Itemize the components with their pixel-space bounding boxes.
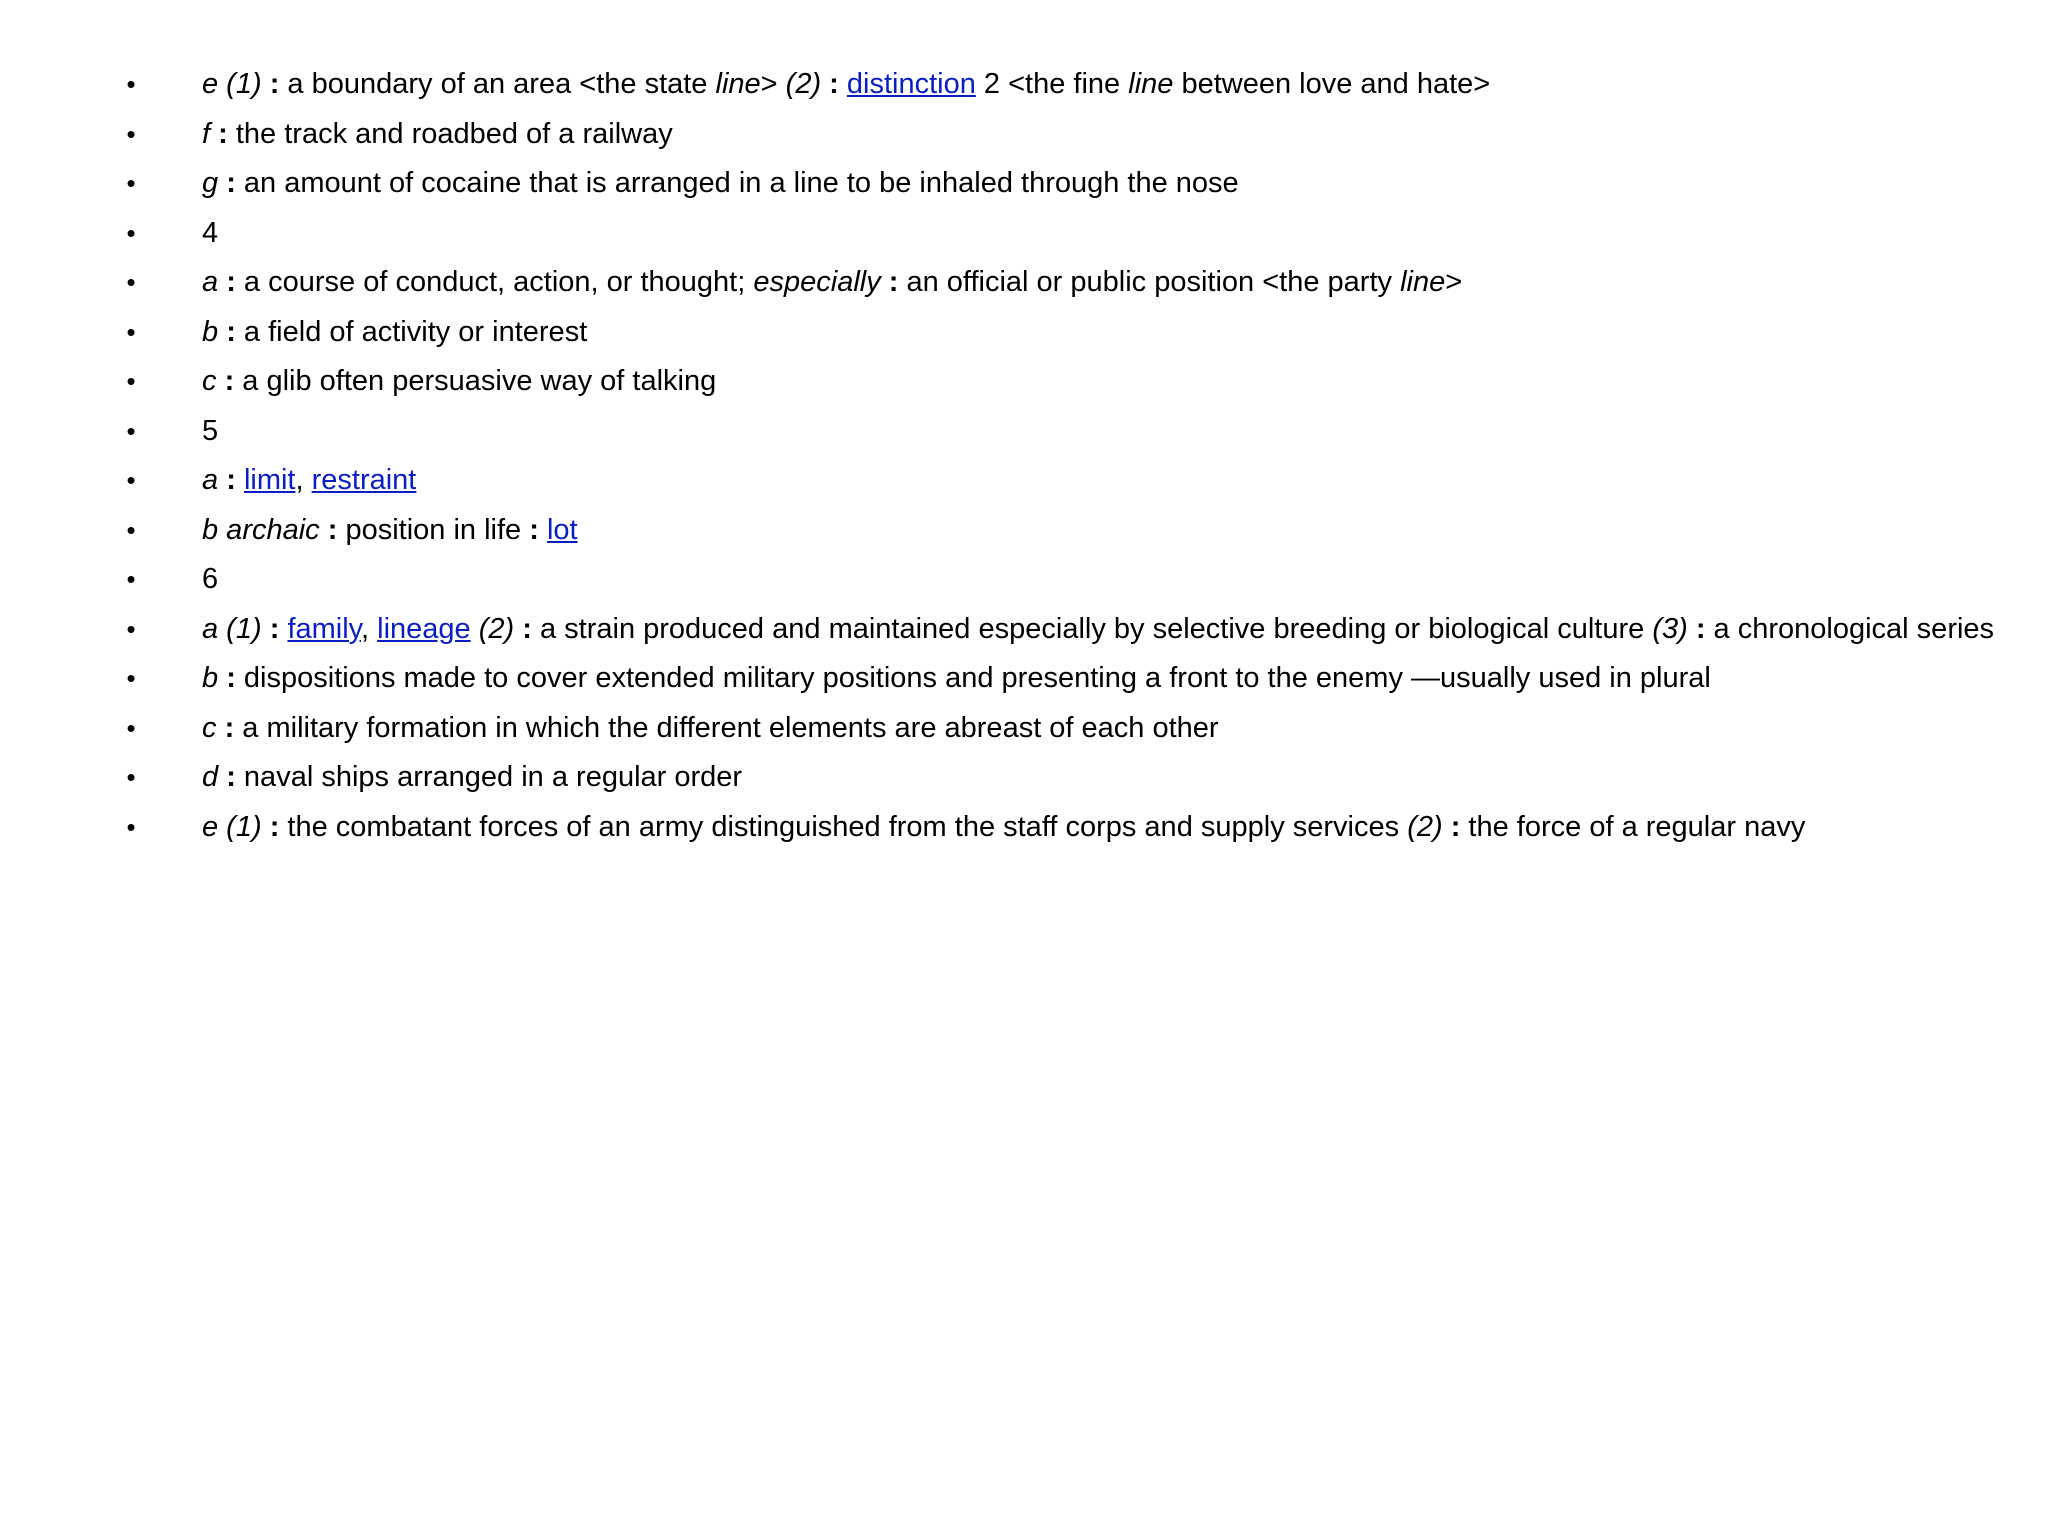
definition-text <box>202 167 1239 199</box>
sense-label: (2) <box>1407 810 1443 843</box>
bullet-icon: • <box>126 564 136 594</box>
definition-colon: : <box>226 662 236 694</box>
sense-label: d <box>202 761 219 793</box>
definition-item <box>0 360 2010 402</box>
definition-colon: : <box>327 513 338 546</box>
definition-colon: : <box>888 266 899 298</box>
definition-colon: : <box>218 117 228 150</box>
definition-fragment: a course of conduct, action, or thought; <box>235 266 754 298</box>
definition-colon: : <box>226 761 236 793</box>
sense-label: a (1) <box>202 612 262 645</box>
definition-item <box>0 756 2010 798</box>
definition-fragment <box>236 464 244 496</box>
definition-item <box>0 509 2010 551</box>
definition-list <box>0 63 2010 855</box>
sense-label: (3) <box>1652 612 1688 645</box>
definition-fragment: naval ships arranged in a regular order <box>235 761 743 793</box>
definition-text <box>202 118 673 150</box>
definition-colon: : <box>1450 810 1461 843</box>
definition-fragment <box>1443 811 1451 843</box>
definition-item <box>0 63 2010 105</box>
definition-fragment: the combatant forces of an army distinguished from the staff corps and supply services <box>279 810 1408 843</box>
definition-text <box>202 613 1994 645</box>
definition-item <box>0 410 2010 452</box>
definition-fragment <box>218 266 226 298</box>
definition-text <box>202 365 716 397</box>
definition-fragment: 5 <box>202 414 219 447</box>
definition-colon: : <box>269 810 280 843</box>
definition-text <box>202 316 587 348</box>
definition-fragment <box>217 712 225 744</box>
definition-item <box>0 608 2010 650</box>
definition-fragment: the force of a regular navy <box>1460 810 1806 843</box>
definition-fragment: a strain produced and maintained especially by selective breeding or biological culture <box>531 612 1653 645</box>
definition-fragment <box>218 662 226 694</box>
bullet-icon: • <box>126 217 136 248</box>
bullet-icon: • <box>126 316 136 347</box>
definition-fragment <box>539 514 547 546</box>
definition-fragment <box>471 613 479 645</box>
bullet-icon: • <box>126 663 136 693</box>
definition-fragment: position in life <box>337 513 530 546</box>
sense-label: f <box>202 117 211 150</box>
definition-fragment <box>262 613 270 645</box>
definition-colon: : <box>829 68 839 100</box>
definition-fragment <box>210 118 218 150</box>
definition-text <box>202 712 1219 744</box>
definition-item <box>0 558 2010 600</box>
sense-label: a <box>202 266 219 298</box>
definition-text <box>202 514 578 546</box>
definition-fragment <box>821 68 829 100</box>
cross-reference-link[interactable]: limit <box>243 464 296 496</box>
bullet-icon: • <box>126 613 136 644</box>
sense-label: a <box>202 464 219 496</box>
definition-item <box>0 459 2010 501</box>
bullet-icon: • <box>126 465 136 495</box>
definition-fragment: a glib often persuasive way of talking <box>234 365 717 397</box>
bullet-icon: • <box>126 811 136 842</box>
definition-item <box>0 113 2010 155</box>
definition-fragment: 6 <box>202 563 219 595</box>
definition-colon: : <box>269 68 280 100</box>
definition-text <box>202 761 742 793</box>
definition-fragment <box>1688 613 1696 645</box>
bullet-icon: • <box>126 514 136 545</box>
definition-colon: : <box>1695 612 1706 645</box>
definition-colon: : <box>529 513 539 546</box>
bullet-icon: • <box>126 712 136 743</box>
definition-fragment: dispositions made to cover extended military positions and presenting a front to the enemy —usually used in plural <box>235 662 1711 694</box>
definition-fragment <box>839 68 847 100</box>
sense-label: line <box>1400 266 1446 298</box>
definition-fragment: an amount of cocaine that is arranged in a line to be inhaled through the nose <box>235 167 1239 199</box>
definition-item <box>0 707 2010 749</box>
bullet-icon: • <box>126 415 136 446</box>
definition-text <box>202 415 218 447</box>
definition-fragment: , <box>295 464 312 496</box>
definition-fragment: a chronological series <box>1705 612 1995 645</box>
bullet-icon: • <box>126 366 136 396</box>
bullet-icon: • <box>126 69 136 99</box>
definition-colon: : <box>224 711 235 744</box>
definition-fragment: the track and roadbed of a railway <box>227 117 673 150</box>
definition-fragment: an official or public position <the party <box>898 266 1401 298</box>
definition-colon: : <box>269 612 280 645</box>
definition-fragment <box>262 811 270 843</box>
definition-fragment: a boundary of an area <the state <box>279 68 716 100</box>
sense-label: e (1) <box>202 68 262 100</box>
cross-reference-link[interactable]: distinction <box>846 68 976 100</box>
definition-fragment <box>320 514 328 546</box>
definition-fragment: , <box>361 612 378 645</box>
definition-fragment <box>262 68 270 100</box>
sense-label: line <box>1128 68 1174 100</box>
definition-colon: : <box>226 315 236 348</box>
definition-fragment: 2 <the fine <box>975 68 1129 100</box>
definition-fragment: a military formation in which the different elements are abreast of each other <box>234 711 1219 744</box>
sense-label: b archaic <box>202 513 320 546</box>
bullet-icon: • <box>126 267 136 297</box>
definition-item <box>0 212 2010 254</box>
definition-item <box>0 806 2010 848</box>
definition-colon: : <box>226 266 236 298</box>
definition-fragment: > <box>760 68 786 100</box>
sense-label: (2) <box>785 68 822 100</box>
definition-text <box>202 217 218 249</box>
definition-fragment <box>218 316 226 348</box>
definition-colon: : <box>226 464 236 496</box>
definition-fragment <box>881 266 889 298</box>
definition-text <box>202 464 416 496</box>
definition-fragment: 4 <box>202 216 219 249</box>
definition-text <box>202 811 1805 843</box>
sense-label: especially <box>753 266 881 298</box>
bullet-icon: • <box>126 762 136 792</box>
definition-fragment <box>218 167 226 199</box>
sense-label: e (1) <box>202 810 262 843</box>
definition-text <box>202 563 218 595</box>
definition-item <box>0 261 2010 303</box>
definition-fragment: between love and hate> <box>1173 68 1491 100</box>
definition-text <box>202 266 1462 298</box>
definition-colon: : <box>224 365 235 397</box>
definition-item <box>0 311 2010 353</box>
cross-reference-link[interactable]: lineage <box>377 612 471 645</box>
cross-reference-link[interactable]: lot <box>546 513 578 546</box>
bullet-icon: • <box>126 118 136 149</box>
sense-label: b <box>202 662 219 694</box>
definition-fragment: > <box>1445 266 1463 298</box>
bullet-icon: • <box>126 168 136 198</box>
sense-label: b <box>202 315 219 348</box>
definition-colon: : <box>522 612 532 645</box>
definition-fragment <box>218 761 226 793</box>
sense-label: line <box>715 68 761 100</box>
definition-item <box>0 162 2010 204</box>
definition-text <box>202 662 1711 694</box>
cross-reference-link[interactable]: restraint <box>311 464 417 496</box>
definition-item <box>0 657 2010 699</box>
definition-fragment <box>217 365 225 397</box>
definition-colon: : <box>226 167 236 199</box>
cross-reference-link[interactable]: family <box>287 612 362 645</box>
definition-fragment: a field of activity or interest <box>235 315 588 348</box>
definition-fragment <box>218 464 226 496</box>
sense-label: c <box>202 711 217 744</box>
sense-label: c <box>202 365 217 397</box>
sense-label: g <box>202 167 219 199</box>
definition-text <box>202 68 1490 100</box>
sense-label: (2) <box>478 612 515 645</box>
